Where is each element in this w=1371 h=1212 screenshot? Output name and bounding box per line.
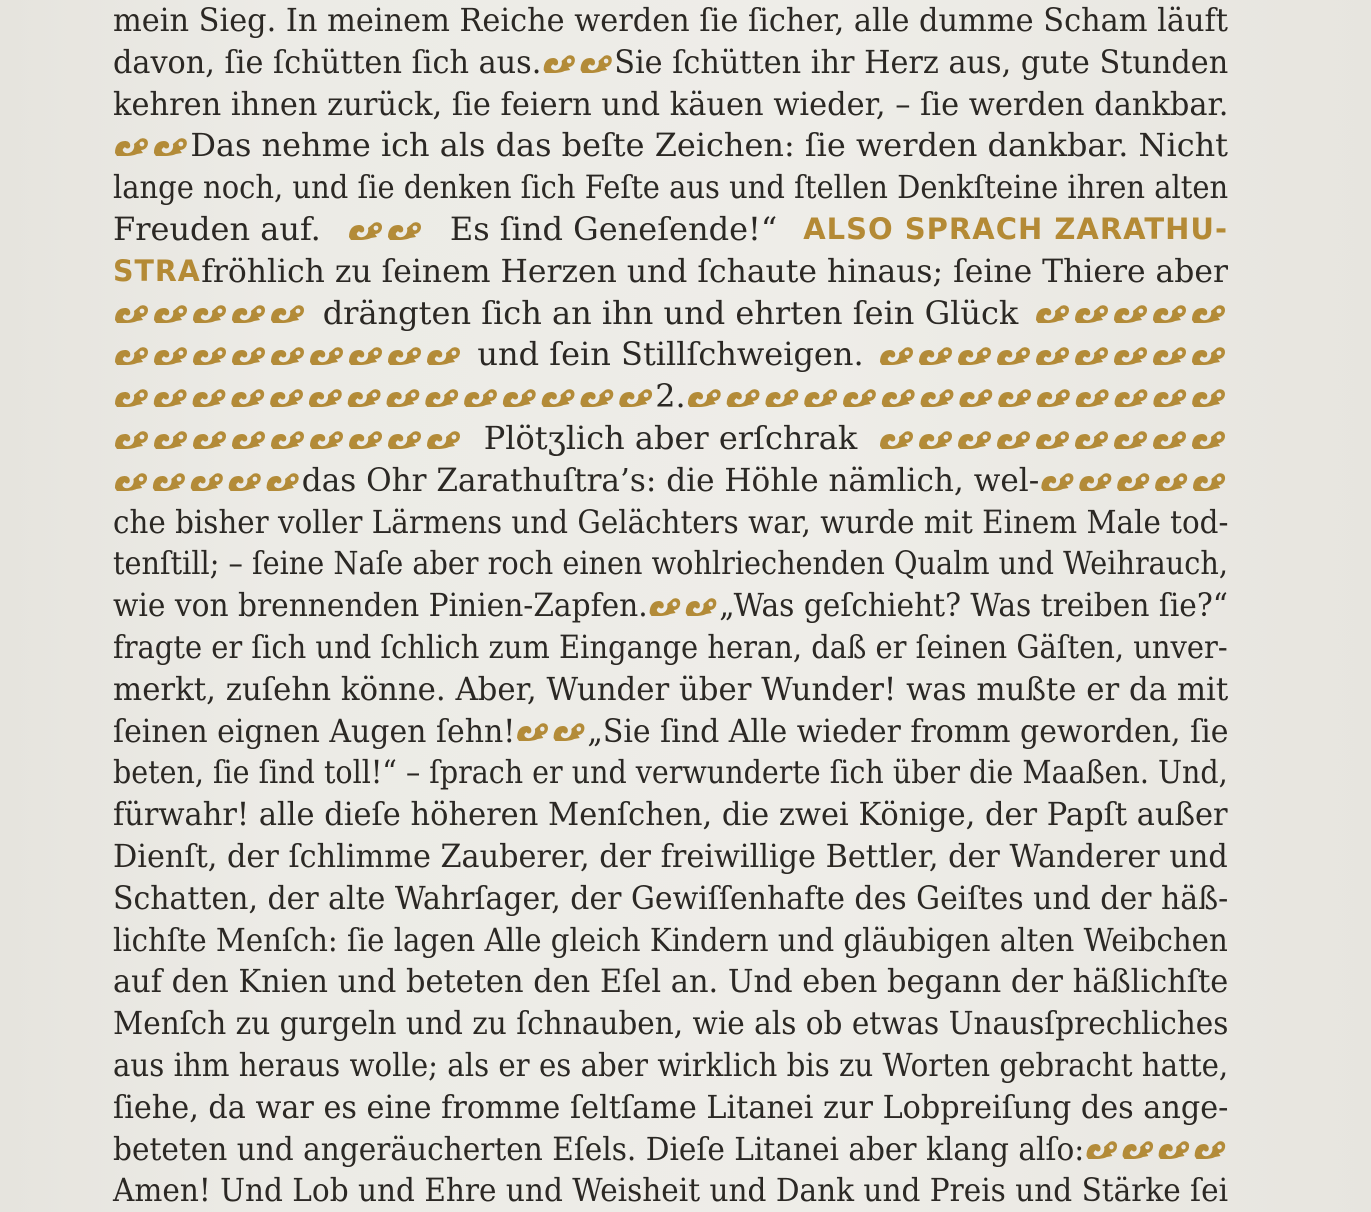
hand-ornament-icon bbox=[191, 344, 229, 366]
hand-ornament-icon bbox=[1151, 386, 1189, 408]
text-segment: fragte er ſich und ſchlich zum Eingange heran, daß er ſeinen Gäſten, unver- bbox=[113, 627, 1228, 666]
hand-ornament-icon bbox=[540, 386, 578, 408]
text-segment: merkt, zuſehn könne. Aber, Wunder über Wunder! was mußte er da mit bbox=[113, 669, 1229, 708]
hand-ornament-icon bbox=[917, 428, 955, 450]
hand-ornament-icon bbox=[1073, 428, 1111, 450]
hand-ornament-icon bbox=[308, 344, 346, 366]
text-line bbox=[113, 251, 1228, 293]
text-line bbox=[113, 1170, 1228, 1212]
hand-ornament-icon bbox=[956, 344, 994, 366]
hand-ornament-icon bbox=[878, 344, 916, 366]
hand-ornament-icon bbox=[1039, 470, 1076, 492]
hand-ornament-icon bbox=[686, 386, 724, 408]
hand-ornament-icon bbox=[841, 386, 879, 408]
hand-ornament-icon bbox=[1074, 386, 1112, 408]
text-segment: beten, ſie ſind toll!“ – ſprach er und verwunderte ſich über die Maaßen. Und, bbox=[113, 753, 1228, 792]
hand-ornament-icon bbox=[725, 386, 763, 408]
text-line bbox=[113, 334, 1228, 376]
text-segment: das Ohr Zarathuſtra’s: die Höhle nämlich, wel- bbox=[301, 460, 1040, 499]
hand-ornament-icon bbox=[113, 428, 151, 450]
hand-ornament-icon bbox=[152, 135, 190, 157]
text-line bbox=[113, 543, 1228, 585]
hand-ornament-icon bbox=[269, 344, 307, 366]
hand-ornament-icon bbox=[113, 386, 151, 408]
hand-ornament-icon bbox=[113, 302, 151, 324]
text-segment: drängten ſich an ihn und ehrten ſein Glück bbox=[322, 293, 1019, 332]
hand-ornament-icon bbox=[1190, 344, 1228, 366]
hand-ornament-icon bbox=[1113, 386, 1151, 408]
body-text bbox=[113, 0, 1228, 1212]
hand-ornament-icon bbox=[1151, 344, 1189, 366]
ornament-row bbox=[648, 595, 719, 617]
text-segment: 2. bbox=[655, 377, 686, 416]
text-segment: ſiehe, da war es eine fromme ſeltſame Litanei zur Lobpreiſung des ange- bbox=[113, 1087, 1229, 1126]
text-segment: tenſtill; – ſeine Naſe aber roch einen wohlriechenden Qualm und Weihrauch, bbox=[113, 544, 1228, 583]
hand-ornament-icon bbox=[1157, 1138, 1192, 1160]
text-line bbox=[113, 1129, 1228, 1171]
text-line bbox=[113, 794, 1228, 836]
hand-ornament-icon bbox=[152, 344, 190, 366]
hand-ornament-icon bbox=[386, 219, 424, 241]
hand-ornament-icon bbox=[1034, 344, 1072, 366]
text-line bbox=[113, 669, 1228, 711]
text-line bbox=[113, 84, 1228, 126]
text-segment: Das nehme ich als das beſte Zeichen: ſie werden dankbar. Nicht bbox=[190, 126, 1228, 165]
ornament-row bbox=[113, 344, 463, 366]
hand-ornament-icon bbox=[578, 386, 616, 408]
text-line bbox=[113, 293, 1228, 335]
hand-ornament-icon bbox=[578, 52, 614, 74]
hand-ornament-icon bbox=[425, 344, 463, 366]
text-segment: Schatten, der alte Wahrſager, der Gewiſſenhafte des Geiſtes und der häß- bbox=[113, 878, 1229, 917]
hand-ornament-icon bbox=[346, 386, 384, 408]
hand-ornament-icon bbox=[462, 386, 500, 408]
text-segment: davon, ſie ſchütten ſich aus. bbox=[113, 42, 542, 81]
hand-ornament-icon bbox=[265, 470, 302, 492]
hand-ornament-icon bbox=[919, 386, 957, 408]
hand-ornament-icon bbox=[347, 219, 385, 241]
hand-ornament-icon bbox=[1077, 470, 1114, 492]
hand-ornament-icon bbox=[684, 595, 719, 617]
text-segment: Dienſt, der ſchlimme Zauberer, der freiwillige Bettler, der Wanderer und bbox=[113, 836, 1228, 875]
hand-ornament-icon bbox=[307, 386, 345, 408]
hand-ornament-icon bbox=[152, 302, 190, 324]
ornament-row bbox=[1034, 302, 1228, 324]
text-line bbox=[113, 42, 1228, 84]
hand-ornament-icon bbox=[1190, 386, 1228, 408]
section-heading: ALSO SPRACH ZARATHU- bbox=[803, 211, 1228, 246]
text-line bbox=[113, 125, 1228, 167]
text-line bbox=[113, 209, 1228, 251]
text-line bbox=[113, 460, 1228, 502]
text-segment: mein Sieg. In meinem Reiche werden ſie ſicher, alle dumme Scham läuft bbox=[113, 1, 1228, 39]
text-line bbox=[113, 1003, 1228, 1045]
hand-ornament-icon bbox=[1112, 428, 1150, 450]
hand-ornament-icon bbox=[957, 386, 995, 408]
hand-ornament-icon bbox=[802, 386, 840, 408]
text-line bbox=[113, 961, 1228, 1003]
ornament-row bbox=[113, 470, 302, 492]
hand-ornament-icon bbox=[1191, 470, 1228, 492]
hand-ornament-icon bbox=[191, 302, 229, 324]
hand-ornament-icon bbox=[189, 470, 226, 492]
hand-ornament-icon bbox=[425, 428, 463, 450]
hand-ornament-icon bbox=[423, 386, 461, 408]
text-line bbox=[113, 376, 1228, 418]
hand-ornament-icon bbox=[1035, 386, 1073, 408]
hand-ornament-icon bbox=[1073, 344, 1111, 366]
hand-ornament-icon bbox=[152, 386, 190, 408]
hand-ornament-icon bbox=[763, 386, 801, 408]
ornament-row bbox=[878, 428, 1228, 450]
section-heading: STRA bbox=[113, 253, 201, 288]
ornament-row bbox=[113, 386, 655, 408]
hand-ornament-icon bbox=[1121, 1138, 1156, 1160]
text-line bbox=[113, 585, 1228, 627]
hand-ornament-icon bbox=[648, 595, 683, 617]
hand-ornament-icon bbox=[880, 386, 918, 408]
text-segment: lange noch, und ſie denken ſich Feſte aus und ſtellen Denkſteine ihren alten bbox=[113, 168, 1229, 207]
text-segment: kehren ihnen zurück, ſie feiern und käuen wieder, – ſie werden dankbar. bbox=[113, 84, 1229, 123]
hand-ornament-icon bbox=[995, 428, 1033, 450]
hand-ornament-icon bbox=[1153, 470, 1190, 492]
hand-ornament-icon bbox=[996, 386, 1034, 408]
ornament-row bbox=[1039, 470, 1228, 492]
text-segment: Plötʒlich aber erſchrak bbox=[483, 418, 858, 457]
text-segment: che bisher voller Lärmens und Gelächters war, wurde mit Einem Male tod- bbox=[113, 502, 1229, 541]
text-line bbox=[113, 502, 1228, 544]
hand-ornament-icon bbox=[1115, 470, 1152, 492]
text-segment: fröhlich zu ſeinem Herzen und ſchaute hinaus; ſeine Thiere aber bbox=[201, 251, 1228, 290]
ornament-row bbox=[347, 219, 424, 241]
text-line bbox=[113, 627, 1228, 669]
text-line bbox=[113, 0, 1228, 42]
text-segment: Sie ſchütten ihr Herz aus, gute Stunden bbox=[614, 42, 1229, 81]
text-segment: Amen! Und Lob und Ehre und Weisheit und Dank und Preis und Stärke ſei bbox=[113, 1171, 1229, 1210]
text-line bbox=[113, 752, 1228, 794]
text-segment: fürwahr! alle dieſe höheren Menſchen, die zwei Könige, der Papſt außer bbox=[113, 795, 1228, 834]
hand-ornament-icon bbox=[541, 52, 577, 74]
text-line bbox=[113, 1087, 1228, 1129]
text-segment: „Sie ſind Alle wieder fromm geworden, ſie bbox=[587, 711, 1229, 750]
hand-ornament-icon bbox=[230, 428, 268, 450]
text-line bbox=[113, 167, 1228, 209]
ornament-row bbox=[515, 720, 587, 742]
hand-ornament-icon bbox=[113, 135, 151, 157]
text-segment: beteten und angeräucherten Eſels. Dieſe Litanei aber klang alſo: bbox=[113, 1129, 1085, 1168]
hand-ornament-icon bbox=[1112, 344, 1150, 366]
hand-ornament-icon bbox=[347, 344, 385, 366]
hand-ornament-icon bbox=[268, 386, 306, 408]
hand-ornament-icon bbox=[917, 344, 955, 366]
hand-ornament-icon bbox=[308, 428, 346, 450]
text-segment: Freuden auf. bbox=[113, 209, 321, 248]
text-segment: ſeinen eignen Augen ſehn! bbox=[113, 711, 516, 750]
hand-ornament-icon bbox=[152, 428, 190, 450]
hand-ornament-icon bbox=[191, 428, 229, 450]
hand-ornament-icon bbox=[113, 470, 150, 492]
text-line bbox=[113, 1045, 1228, 1087]
hand-ornament-icon bbox=[1085, 1138, 1120, 1160]
text-line bbox=[113, 878, 1228, 920]
text-segment: Es ſind Geneſende!“ bbox=[449, 209, 778, 248]
hand-ornament-icon bbox=[1193, 1138, 1228, 1160]
hand-ornament-icon bbox=[347, 428, 385, 450]
hand-ornament-icon bbox=[1034, 302, 1072, 324]
hand-ornament-icon bbox=[1073, 302, 1111, 324]
text-line bbox=[113, 920, 1228, 962]
ornament-row bbox=[1085, 1138, 1228, 1160]
ornament-row bbox=[686, 386, 1228, 408]
hand-ornament-icon bbox=[552, 720, 588, 742]
text-segment: „Was geſchieht? Was treiben ſie?“ bbox=[719, 586, 1228, 625]
hand-ornament-icon bbox=[617, 386, 655, 408]
ornament-row bbox=[113, 302, 307, 324]
hand-ornament-icon bbox=[229, 386, 267, 408]
hand-ornament-icon bbox=[995, 344, 1033, 366]
hand-ornament-icon bbox=[191, 386, 229, 408]
hand-ornament-icon bbox=[515, 720, 551, 742]
ornament-row bbox=[113, 428, 463, 450]
text-segment: Menſch zu gurgeln und zu ſchnauben, wie als ob etwas Unausſprechliches bbox=[113, 1004, 1229, 1043]
text-segment: wie von brennenden Pinien-Zapfen. bbox=[113, 586, 648, 625]
text-line bbox=[113, 418, 1228, 460]
text-line bbox=[113, 836, 1228, 878]
hand-ornament-icon bbox=[269, 428, 307, 450]
hand-ornament-icon bbox=[230, 344, 268, 366]
text-line bbox=[113, 711, 1228, 753]
hand-ornament-icon bbox=[151, 470, 188, 492]
ornament-row bbox=[541, 52, 614, 74]
hand-ornament-icon bbox=[878, 428, 916, 450]
hand-ornament-icon bbox=[501, 386, 539, 408]
hand-ornament-icon bbox=[1151, 428, 1189, 450]
ornament-row bbox=[878, 344, 1228, 366]
text-segment: und ſein Stillſchweigen. bbox=[477, 335, 864, 374]
text-segment: aus ihm heraus wolle; als er es aber wirklich bis zu Worten gebracht hatte, bbox=[113, 1045, 1229, 1084]
hand-ornament-icon bbox=[227, 470, 264, 492]
hand-ornament-icon bbox=[385, 386, 423, 408]
hand-ornament-icon bbox=[386, 344, 424, 366]
hand-ornament-icon bbox=[113, 344, 151, 366]
hand-ornament-icon bbox=[1034, 428, 1072, 450]
hand-ornament-icon bbox=[1190, 428, 1228, 450]
text-segment: lichſte Menſch: ſie lagen Alle gleich Kindern und gläubigen alten Weibchen bbox=[113, 920, 1228, 959]
hand-ornament-icon bbox=[1112, 302, 1150, 324]
ornament-row bbox=[113, 135, 190, 157]
text-segment: auf den Knien und beteten den Eſel an. Und eben begann der häßlichſte bbox=[113, 962, 1229, 1001]
hand-ornament-icon bbox=[1151, 302, 1189, 324]
hand-ornament-icon bbox=[269, 302, 307, 324]
hand-ornament-icon bbox=[230, 302, 268, 324]
hand-ornament-icon bbox=[956, 428, 994, 450]
hand-ornament-icon bbox=[1190, 302, 1228, 324]
hand-ornament-icon bbox=[386, 428, 424, 450]
